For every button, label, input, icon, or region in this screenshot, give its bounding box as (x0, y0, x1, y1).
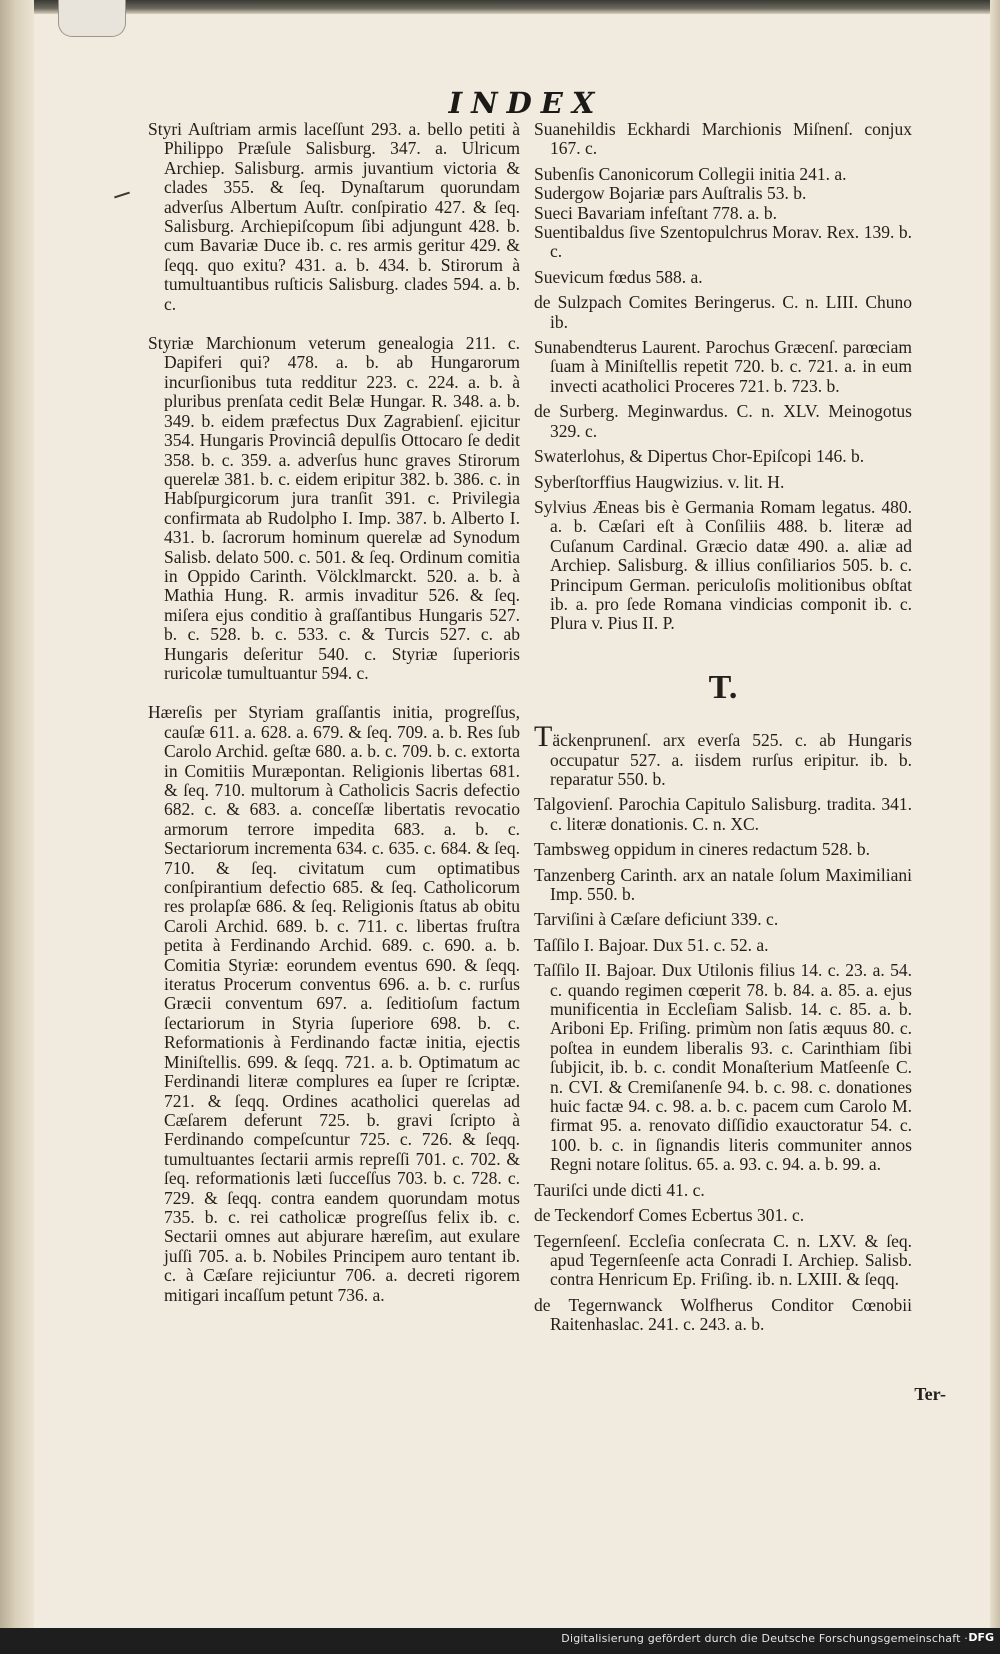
index-entry: de Teckendorf Comes Ecbertus 301. c. (534, 1205, 805, 1226)
index-entry (534, 720, 912, 789)
book-gutter (0, 0, 34, 1628)
index-entry: Styriæ Marchionum veterum genealogia 211. c. Dapiferi qui? 478. a. b. ab Hungarorum incurſionibus tuta redditur 223. c. 224. a. b. à pluribus prenſata cedit Belæ Hungar. R. 348. a. b. 349. b. eidem præfectus Dux Zagrabienſ. ejicitur 354. Hungaris Provinciâ depulſis Ottocaro ſe dedit 358. b. c. 359. a. adverſus hunc graves Stirorum querelæ 381. b. c. eidem eripitur 382. b. 386. c. in Habſpurgicorum jura tranſit 391. c. Privilegia confirmata ab Rudolpho I. Imp. 387. b. Alberto I. 431. b. ſacrorum hominum querelæ ad Synodum Salisb. delato 500. c. 501. & ſeq. Ordinum comitia in Oppido Carinth. Völcklmarckt. 520. a. b. à Mathia Hung. R. armis invaditur 526. & ſeq. miſera ejus conditio à graſſantibus Hungaris 527. b. c. 528. b. c. 533. c. & Turcis 527. c. ab Hungaris deſeritur 540. c. Styriæ ſuperioris ruricolæ tumultuantur 594. c. (148, 333, 520, 683)
digitization-credit: Digitalisierung gefördert durch die Deutsche Forschungsgemeinschaft · (561, 1632, 968, 1645)
index-entry: Tegernſeenſ. Eccleſia conſecrata C. n. LXV. & ſeq. apud Tegernſeenſe acta Conradi I. Archiep. Salisb. contra Henricum Ep. Friſing. ib. n. LXIII. & ſeqq. (534, 1230, 912, 1290)
index-entry: Sylvius Æneas bis è Germania Romam legatus. 480. a. b. Cæſari eſt à Conſiliis 488. b. literæ ad Cuſanum Cardinal. Græcio datæ 490. a. aliæ ad Archiep. Salisburg. & illius conſiliarios 505. b. c. Principum German. periculoſis molitionibus obſtat ib. a. pro ſede Romana vindicias componit ib. c. Plura v. Pius II. P. (534, 496, 912, 634)
right-column (534, 120, 912, 1335)
index-entry-text: äckenprunenſ. arx everſa 525. c. ab Hungaris occupatur 527. a. iisdem rurſus eripitur. ib. b. reparatur 550. b. (550, 730, 912, 789)
drop-cap: T (534, 720, 553, 754)
page-title: INDEX (448, 86, 604, 120)
index-entry: Tauriſci unde dicti 41. c. (534, 1179, 705, 1200)
page-edge (990, 0, 1000, 1628)
index-entry: de Surberg. Meginwardus. C. n. XLV. Meinogotus 329. c. (534, 401, 912, 441)
index-entry: Sunabendterus Laurent. Parochus Græcenſ. parœciam ſuam à Miniſtellis repetit 720. b. c. 721. a. in eum invecti acatholici Proceres 721. b. 723. b. (534, 337, 912, 396)
index-entry: de Sulzpach Comites Beringerus. C. n. LIII. Chuno ib. (534, 292, 912, 332)
index-entry: Talgovienſ. Parochia Capitulo Salisburg. tradita. 341. c. literæ donationis. C. n. XC. (534, 794, 912, 834)
index-entry: Styri Auſtriam armis laceſſunt 293. a. bello petiti à Philippo Præſule Salisburg. 347. a. Ulricum Archiep. Salisburg. armis juvantium victoria & clades 355. & ſeq. Dynaſtarum quorundam adverſus Albertum Auſtr. conſpiratio 427. & ſeq. Salisburg. Archiepiſcopum ſibi adjungunt 428. b. cum Bavariæ Duce ib. c. res armis geritur 429. & ſeqq. quo exitu? 431. a. b. 434. b. Stirorum à tumultuantibus ruſticis Salisburg. clades 594. a. b. c. (148, 119, 520, 314)
catchword: Ter- (914, 1384, 946, 1404)
paper-tab (58, 0, 126, 37)
index-entry: Syberſtorffius Haugwizius. v. lit. H. (534, 471, 785, 492)
index-entry: Suanehildis Eckhardi Marchionis Miſnenſ. conjux 167. c. (534, 119, 912, 159)
index-entry: Sudergow Bojariæ pars Auſtralis 53. b. (534, 183, 807, 204)
index-entry: Taſſilo I. Bajoar. Dux 51. c. 52. a. (534, 934, 769, 955)
index-entry: de Tegernwanck Wolfherus Conditor Cœnobii Raitenhaslac. 241. c. 243. a. b. (534, 1294, 912, 1335)
dfg-logo: DFG (968, 1631, 994, 1644)
index-entry: Suentibaldus ſive Szentopulchrus Morav. Rex. 139. b. c. (534, 222, 912, 262)
index-entry: Tarviſini à Cæſare deficiunt 339. c. (534, 909, 779, 930)
page-top-shadow (0, 0, 1000, 14)
index-entry: Hæreſis per Styriam graſſantis initia, progreſſus, cauſæ 611. a. 628. a. 679. & ſeq. 709. a. b. Res ſub Carolo Archid. geſtæ 680. a. b. c. 709. b. c. extorta in Comitiis Muræpontan. Religionis libertas 681. & ſeq. 710. multorum à Catholicis Sacris defectio 682. c. & 683. a. conceſſæ libertatis revocatio armorum terrore impedita 683. a. b. c. Sectariorum incrementa 634. c. 635. c. 684. & ſeq. 710. & ſeq. civitatum cum optimatibus conſpirantium defectio 685. & ſeq. Catholicorum res prolapſæ 686. & ſeq. Religionis ſtatus ab obitu Caroli Archid. 689. b. c. 711. c. libertas fruſtra petita à Ferdinando Archid. 689. c. 690. a. b. Comitia Styriæ: eorundem eventus 690. & ſeqq. iteratus Procerum conventus 696. a. b. c. rurſus Græcii conventum 697. a. ſeditioſum factum ſectariorum in Styria ſuperiore 698. b. c. Reformationis à Ferdinando factæ initia, ejectis Miniſtellis. 699. & ſeqq. 721. a. b. Optimatum ac Ferdinandi literæ complures ea ſuper re ſcriptæ. 721. & ſeqq. Ordines acatholici querelas ad Cæſarem deferunt 725. b. gravi ſcripto à Ferdinando compeſcuntur 725. c. 726. & ſeqq. tumultuantes ſectarii armis repreſſi 701. c. 702. & ſeq. reformationis læti ſucceſſus 703. b. c. 728. c. 729. & ſeqq. contra eandem quorundam motus 735. b. c. rei catholicæ progreſſus felix ib. c. Sectarii omnes aut abjurare hæreſim, aut exulare juſſi 705. a. b. Nobiles Principem auro tentant ib. c. à Cæſare rejiciuntur 706. a. decreti rigorem mitigari incaſſum petunt 736. a. (148, 702, 520, 1305)
index-entry: Tambsweg oppidum in cineres redactum 528. b. (534, 839, 871, 860)
left-column (148, 120, 520, 1305)
index-entry: Suevicum fœdus 588. a. (534, 266, 703, 287)
section-letter-t: T. (708, 668, 738, 706)
index-entry: Tanzenberg Carinth. arx an natale ſolum Maximiliani Imp. 550. b. (534, 864, 912, 904)
index-entry: Swaterlohus, & Dipertus Chor-Epiſcopi 146. b. (534, 446, 865, 467)
index-entry: Sueci Bavariam infeſtant 778. a. b. (534, 202, 777, 223)
index-entry: Subenſis Canonicorum Collegii initia 241. a. (534, 163, 847, 184)
margin-pen-mark (114, 192, 130, 199)
index-entry: Taſſilo II. Bajoar. Dux Utilonis filius 14. c. 23. a. 54. c. quando regimen cœperit 78. b. 84. a. 85. a. ejus munificentia in Eccleſiam Salisb. 14. c. 85. a. b. Ariboni Ep. Friſing. primùm non ſatis æquus 80. c. poſtea in eundem liberalis 93. c. Carinthiam ſibi ſubjicit, ib. b. c. condit Monaſterium Matſeenſe C. n. CVI. & Cremiſanenſe 94. b. c. 98. c. donationes huic factæ 94. c. 98. a. b. c. pacem cum Carolo M. firmat 95. a. renovato diſſidio exauctoratur 54. c. 100. b. c. in ſignandis literis communiter annos Regni notare ſolitus. 65. a. 93. c. 94. a. b. 99. a. (534, 960, 912, 1175)
